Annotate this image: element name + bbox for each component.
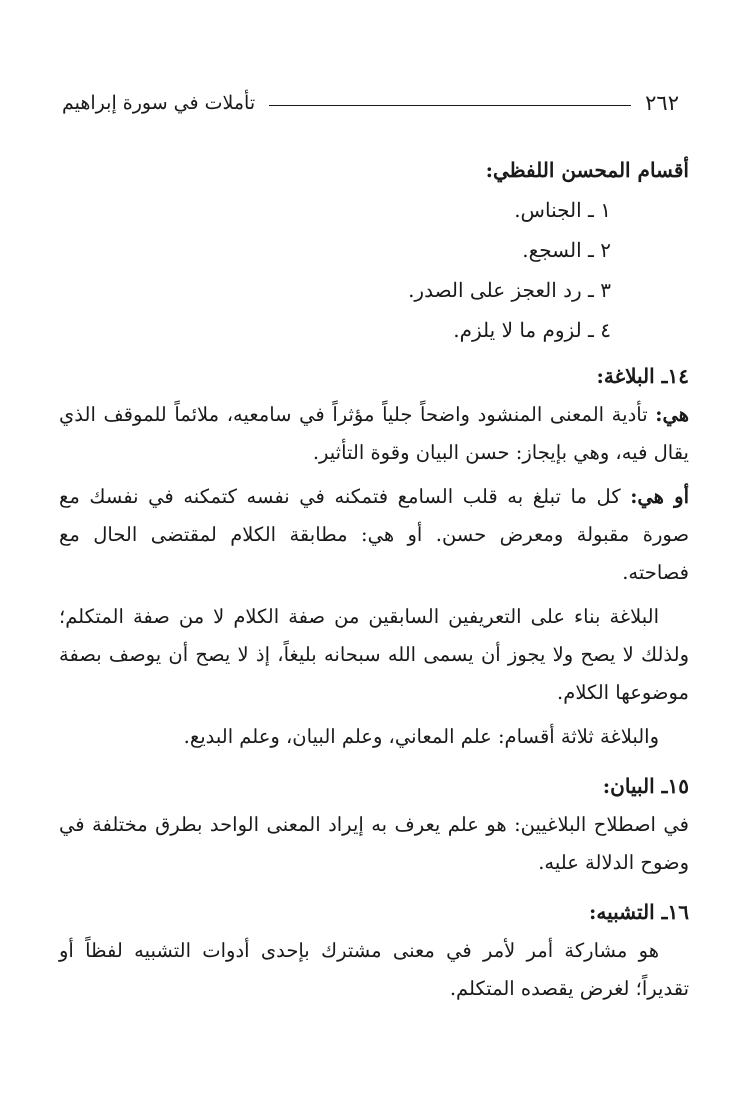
spacer [59, 756, 689, 766]
section-heading-balagha: ١٤ـ البلاغة: [596, 364, 689, 388]
list-item: ٢ ـ السجع. [522, 238, 611, 262]
balagha-definition-1 [59, 396, 689, 472]
page-header [62, 86, 679, 120]
spacer [59, 882, 689, 892]
bayan-definition: في اصطلاح البلاغيين: هو علم يعرف به إيراد المعنى الواحد بطرق مختلفة في وضوح الدلالة عليه. [59, 813, 689, 874]
tashbih-definition: هو مشاركة أمر لأمر في معنى مشترك بإحدى أدوات التشبيه لفظاً أو تقديراً؛ لغرض يقصده المتكلم. [59, 939, 689, 1000]
list-item: ١ ـ الجناس. [514, 198, 611, 222]
list-item: ٣ ـ رد العجز على الصدر. [408, 278, 611, 302]
header-rule [269, 105, 631, 106]
definition-lead: هي: [655, 403, 689, 426]
page-body [59, 150, 689, 1008]
lafzi-list [59, 190, 689, 350]
definition-text: تأدية المعنى المنشود واضحاً جلياً مؤثراً في سامعيه، ملائماً للموقف الذي يقال فيه، وهي بإيجاز: حسن البيان وقوة التأثير. [59, 403, 689, 464]
balagha-definition-2 [59, 478, 689, 592]
running-title: تأملات في سورة إبراهيم [62, 92, 256, 114]
list-item: ٤ ـ لزوم ما لا يلزم. [453, 318, 611, 342]
balagha-paragraph-4: والبلاغة ثلاثة أقسام: علم المعاني، وعلم البيان، وعلم البديع. [183, 725, 659, 748]
definition-lead: أو هي: [630, 485, 689, 508]
page-number: ٢٦٢ [645, 91, 679, 115]
balagha-paragraph-3: البلاغة بناء على التعريفين السابقين من صفة الكلام لا من صفة المتكلم؛ ولذلك لا يصح ولا يجوز أن يسمى الله سبحانه بليغاً، إذ لا يصح أن يوصف بصفة موضوعها الكلام. [59, 605, 689, 704]
section-heading-lafzi: أقسام المحسن اللفظي: [485, 158, 689, 182]
section-heading-bayan: ١٥ـ البيان: [602, 774, 689, 798]
section-heading-tashbih: ١٦ـ التشبيه: [588, 900, 689, 924]
definition-text: كل ما تبلغ به قلب السامع فتمكنه في نفسه كتمكنه في نفسك مع صورة مقبولة ومعرض حسن. أو هي: مطابقة الكلام لمقتضى الحال مع فصاحته. [59, 485, 689, 584]
